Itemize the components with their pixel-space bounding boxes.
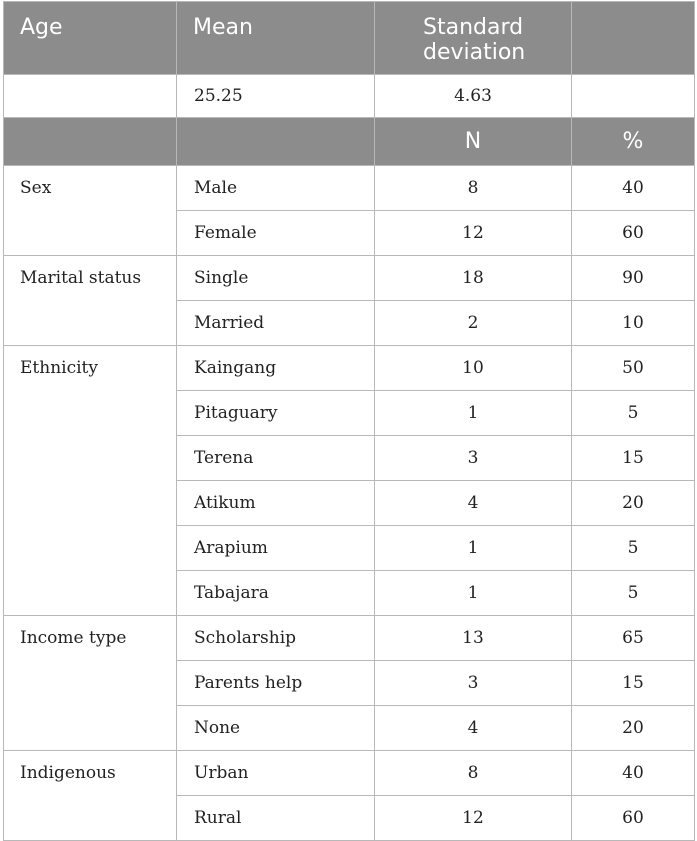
- row-label: None: [177, 706, 375, 751]
- header-age: Age: [4, 2, 177, 75]
- subheader-blank-1: [4, 118, 177, 166]
- age-mean-value: 25.25: [177, 75, 375, 118]
- count-value: 1: [375, 526, 572, 571]
- percent-value: 40: [572, 751, 695, 796]
- row-label: Atikum: [177, 481, 375, 526]
- age-stats-extra: [572, 75, 695, 118]
- count-value: 8: [375, 166, 572, 211]
- percent-value: 15: [572, 661, 695, 706]
- subheader-row: [4, 118, 695, 166]
- percent-value: 10: [572, 301, 695, 346]
- row-label: Female: [177, 211, 375, 256]
- count-value: 4: [375, 706, 572, 751]
- table-body: [4, 166, 695, 841]
- subheader-blank-2: [177, 118, 375, 166]
- table-row: [4, 346, 695, 391]
- row-label: Pitaguary: [177, 391, 375, 436]
- row-label: Tabajara: [177, 571, 375, 616]
- row-label: Single: [177, 256, 375, 301]
- count-value: 12: [375, 796, 572, 841]
- row-label: Male: [177, 166, 375, 211]
- header-row: [4, 2, 695, 75]
- percent-value: 5: [572, 526, 695, 571]
- row-label: Urban: [177, 751, 375, 796]
- percent-value: 20: [572, 481, 695, 526]
- category-label: Marital status: [4, 256, 177, 346]
- percent-value: 65: [572, 616, 695, 661]
- header-blank: [572, 2, 695, 75]
- subheader-n: N: [375, 118, 572, 166]
- row-label: Terena: [177, 436, 375, 481]
- percent-value: 90: [572, 256, 695, 301]
- count-value: 4: [375, 481, 572, 526]
- category-label: Ethnicity: [4, 346, 177, 616]
- count-value: 2: [375, 301, 572, 346]
- subheader-percent: %: [572, 118, 695, 166]
- category-label: Indigenous: [4, 751, 177, 841]
- percent-value: 20: [572, 706, 695, 751]
- category-label: Income type: [4, 616, 177, 751]
- count-value: 3: [375, 436, 572, 481]
- category-label: Sex: [4, 166, 177, 256]
- age-stats-row: [4, 75, 695, 118]
- count-value: 1: [375, 571, 572, 616]
- row-label: Rural: [177, 796, 375, 841]
- header-standard-deviation: Standard deviation: [375, 2, 572, 75]
- header-mean: Mean: [177, 2, 375, 75]
- count-value: 12: [375, 211, 572, 256]
- count-value: 1: [375, 391, 572, 436]
- row-label: Arapium: [177, 526, 375, 571]
- count-value: 13: [375, 616, 572, 661]
- table-row: [4, 166, 695, 211]
- percent-value: 60: [572, 796, 695, 841]
- percent-value: 5: [572, 571, 695, 616]
- percent-value: 40: [572, 166, 695, 211]
- row-label: Married: [177, 301, 375, 346]
- percent-value: 50: [572, 346, 695, 391]
- row-label: Scholarship: [177, 616, 375, 661]
- row-label: Kaingang: [177, 346, 375, 391]
- row-label: Parents help: [177, 661, 375, 706]
- table-row: [4, 616, 695, 661]
- count-value: 10: [375, 346, 572, 391]
- age-sd-value: 4.63: [375, 75, 572, 118]
- count-value: 3: [375, 661, 572, 706]
- percent-value: 5: [572, 391, 695, 436]
- count-value: 8: [375, 751, 572, 796]
- percent-value: 15: [572, 436, 695, 481]
- percent-value: 60: [572, 211, 695, 256]
- table-row: [4, 751, 695, 796]
- age-stats-label: [4, 75, 177, 118]
- demographics-table: [3, 1, 695, 841]
- count-value: 18: [375, 256, 572, 301]
- table-row: [4, 256, 695, 301]
